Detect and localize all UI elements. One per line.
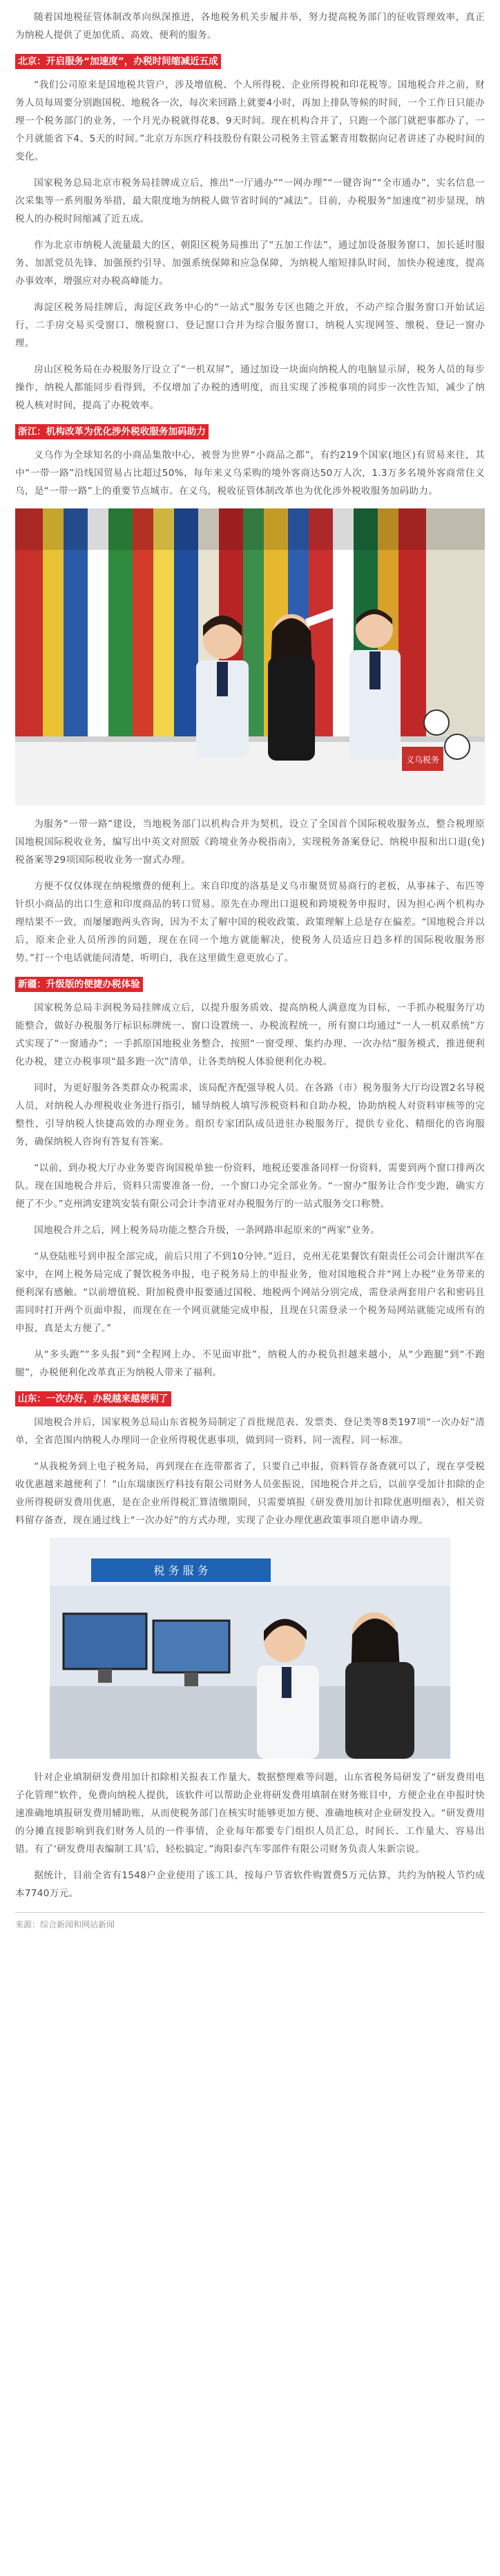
paragraph: 为服务“一带一路”建设，当地税务部门以机构合并为契机，设立了全国首个国际税收服务点，整合税理原国地税国际税收业务，编写出中英文对照版《跨境业务办税指南》，实现税务备案登记、纳税申报和出口退(免)税备案等29项国际税收业务一窗式办理。 [15,819,485,866]
paragraph: 国地税合并后，国家税务总局山东省税务局制定了首批规范表、发票类、登记类等8类197项“一次办好”清单，全省范围内纳税人办理同一企业所得税优惠事项，做到同一资料、同一流程、同一标准。 [15,1417,485,1446]
section-heading-zhejiang: 浙江：机构改革为优化涉外税收服务加码助力 [15,424,209,439]
section-heading-beijing: 北京：开启服务“加速度”，办税时间缩减近五成 [15,54,221,69]
paragraph: 国地税合并之后，网上税务局功能之整合升级，一条网路串起原来的“两家”业务。 [34,1225,381,1236]
paragraph: 从“多头跑”“多头报”到“全程网上办、不见面审批”，纳税人的办税负担越来越小，从“少跑腿”到“不跑腿”，办税便利化改革真正为纳税人带来了福利。 [15,1349,485,1378]
paragraph: 房山区税务局在办税服务厅设立了“一机双屏”，通过加设一块面向纳税人的电脑显示屏，税务人员的每步操作，纳税人都能同步看得到，不仅增加了办税的透明度，而且实现了涉税事项的同步一次性告知，减少了纳税人核对时间，提高了办税效率。 [15,364,485,411]
section-heading-shandong: 山东：一次办好，办税越来越便利了 [15,1391,171,1406]
paragraph: 国家税务总局北京市税务局挂牌成立后，推出“一厅通办”“一网办理”“一键咨询”“全市通办”，实名信息一次采集等一系列服务举措，最大限度地为纳税人做节省时间的“减法”。目前，办税服务“加速度”初步显现，纳税人的办税时间缩减了近五成。 [15,178,485,225]
paragraph: 据统计，目前全省有1548户企业使用了该工具，按每户节省软件购置费5万元估算，共约为纳税人节约成本7740万元。 [15,1870,485,1899]
paragraph: 方便不仅仅体现在纳税缴费的便利上。来自印度的洛基是义乌市聚贤贸易商行的老板，从事袜子、布匹等针织小商品的出口生意和印度商品的转口贸易。原先在办理出口退税和跨境税务申报时，因为担心两个机构办理结果不一致，而屡屡跑两头咨询，因为不太了解中国的税收政策、政策理解上总是存在偏差。“国地税合并以后，原来企业人员所涉的问题，现在在同一个地方就能解决，使税务人员适应日趋多样的国际税收服务形势。”打一个电话就能问清楚，听明白，我在这里做生意更放心了。 [15,881,485,964]
photo-service-hall [50,1538,450,1759]
source-footer: 来源：综合新闻和网站新闻 [15,1912,485,1930]
paragraph: “从我税务到上电子税务局，再到现在在连带都省了，只要自己申报，资料管存备查就可以了，现在享受税收优惠越来越便利了！”山东瑞康医疗科技有限公司财务人员张振说，国地税合并之后，以前享受加计扣除的企业所得税研发费用优惠，是在企业所得税汇算清缴期间，只需要填报《研发费用加计扣除优惠明细表》，相关资料留存备查，现在通过线上“一次办好”的方式办理，实现了企业办理优惠政策事项自愿申请办理。 [15,1461,485,1526]
paragraph: 作为北京市纳税人流量最大的区，朝阳区税务局推出了“五加工作法”，通过加设备服务窗口、加长延时服务、加派党员先锋、加强预约引导、加强系统保障和应急保障，为纳税人缩短排队时间，加快办税速度，提高办事效率，增强应对办税高峰能力。 [15,240,485,287]
paragraph: 针对企业填制研发费用加计扣除相关报表工作量大、数据整理难等问题，山东省税务局研发了“研发费用电子化管理”软件，免费向纳税人提供，该软件可以帮助企业将研发费用填制在财务账目中，方便企业在申报时快速准确地填报研发费用辅助账，从而使税务部门在核实时能够更加方便、准确地核对企业研发投入。“研发费用的分摊直接影响到我们财务人员的一件事情，企业每年都要专门组织人员汇总，时间长、工作量大、容易出错。有了‘研发费用表编制工具’后，轻松搞定。”海阳泰汽车零部件有限公司财务负责人朱新宗说。 [15,1772,485,1855]
photo-sign-text: 义乌税务 [405,755,440,765]
section-heading-xinjiang: 新疆：升级版的便捷办税体验 [15,977,143,992]
paragraph: “我们公司原来是国地税共管户，涉及增值税、个人所得税、企业所得税和印花税等。国地税合并之前，财务人员每周要分别跑国税、地税各一次，每次来回路上就要4小时，再加上排队等候的时间，一个工作日只能办理一个税务部门的业务，一个月光办税就得花8、9天时间。现在机构合并了，只跑一个部门就把事都办了，一个月就能省下4、5天的时间。”北京万东医疗科技股份有限公司税务主管孟繁青用数据向记者讲述了办税时间的变化。 [15,79,485,162]
intro-paragraph: 随着国地税征管体制改革向纵深推进，各地税务机关步履并举，努力提高税务部门的征收管理效率，真正为纳税人提供了更加优质、高效、便利的服务。 [15,12,485,41]
paragraph: 国家税务总局丰润税务局挂牌成立后，以提升服务质效、提高纳税人满意度为目标，一手抓办税服务厅功能整合，做好办税服务厅标识标牌统一、窗口设置统一、办税流程统一，所有窗口均通过“一人一机双系统”方式实现了“一窗通办”；一手抓原国地税业务整合，按照“一窗受理、集约办理、一次办结”服务模式，推进便利化办税，建立办税事项“最多跑一次”清单，让各类纳税人体验便利化办税。 [15,1002,485,1067]
photo-banner-text: 税 务 服 务 [153,1564,209,1577]
flag-wall-illustration [15,508,485,736]
paragraph: 海淀区税务局挂牌后，海淀区政务中心的“一站式”服务专区也随之开放，不动产综合服务窗口开始试运行，二手房交易买受窗口、缴税窗口、登记窗口合并为综合服务窗口，纳税人实现网签、缴税、登记一窗办理。 [15,302,485,349]
paragraph: “以前，到办税大厅办业务要咨询国税单独一份资料，地税还要准备同样一份资料，需要到两个窗口排两次队。现在国地税合并后，资料只需要准备一份，一个窗口办完全部业务。“一窗办”服务让合作变少跑，确实方便了不少。”克州鸿安建筑安装有限公司会计李清亚对办税服务厅的一站式服务交口称赞。 [15,1163,485,1210]
paragraph: 义乌作为全球知名的小商品集散中心，被誉为世界“小商品之都”，有约219个国家(地区)有贸易来往，其中“一带一路”沿线国贸易占比超过50%，每年来义乌采购的境外客商达50万人次，1.3万多名境外客商常住义乌，是“一带一路”上的重要节点城市。在义乌，税收征管体制改革也为优化涉外税收服务加码助力。 [15,450,485,497]
paragraph: 同时，为更好服务各类群众办税需求，该局配齐配强导税人员。在各路（市）税务服务大厅均设置2名导税人员，对纳税人办理税收业务进行指引，辅导纳税人填写涉税资料和自助办税，协助纳税人对资料审核等的完整性，引导纳税人快捷高效的办理业务。组织专家团队成员进驻办税服务厅，提供专业化、精细化的咨询服务，确保纳税人咨询有答复有答案。 [15,1082,485,1147]
photo-tax-officers-flags [15,508,485,805]
officer-figure [196,616,249,757]
paragraph: “从登陆账号到申报全部完成，前后只用了不到10分钟。”近日，克州无花果餐饮有限责任公司会计谢洪军在家中，在网上税务局完成了餐饮税务申报，电子税务局上的申报业务，他对国地税合并“网上办税”业务带来的便利深有感触。“以前增值税、附加税费申报要通过国税、地税两个网站分别完成，需登录两套用户名和密码且需同时打开两个页面申报，而现在在一个网页就能完成申报，且现在只需登录一个税务局网站就能完成所有的申报，真是太方便了。” [15,1251,485,1334]
